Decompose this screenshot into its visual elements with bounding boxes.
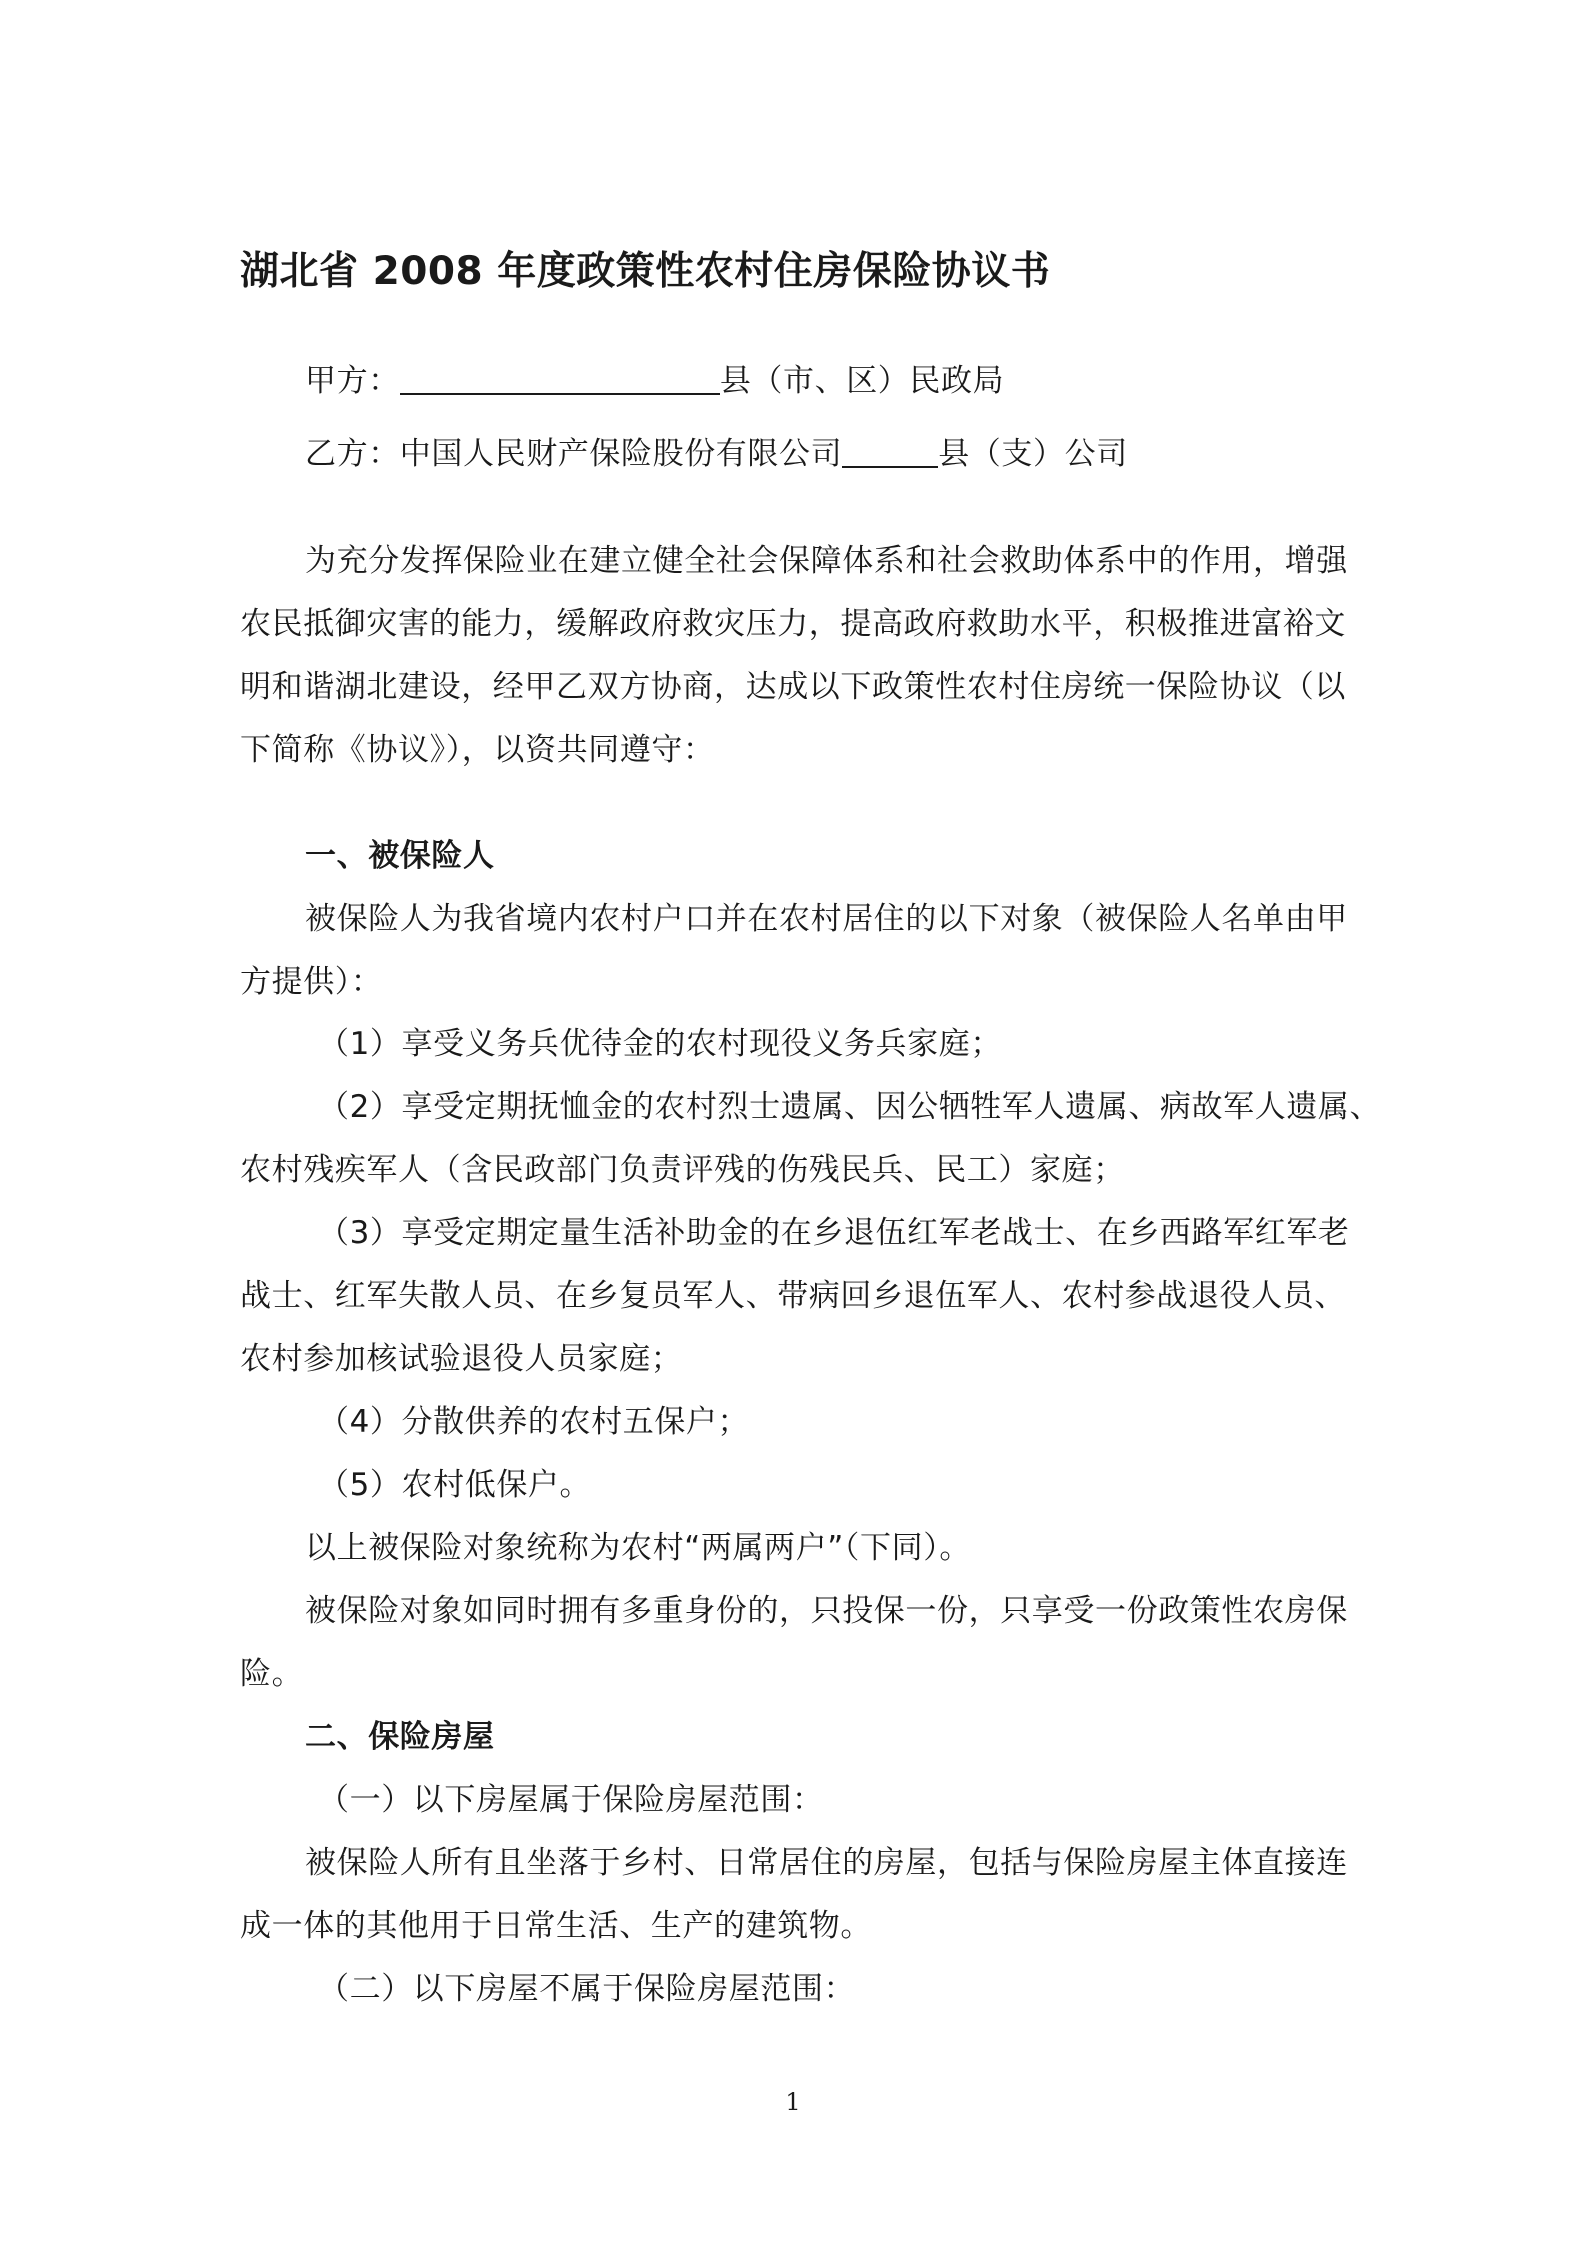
party-b-prefix: 乙方：中国人民财产保险股份有限公司 xyxy=(305,436,843,472)
list-item: 农村参加核试验退役人员家庭； xyxy=(240,1341,683,1377)
list-item: （4）分散供养的农村五保户； xyxy=(318,1404,750,1440)
intro-line: 明和谐湖北建设，经甲乙双方协商，达成以下政策性农村住房统一保险协议（以 xyxy=(240,669,1346,705)
party-a-blank xyxy=(400,363,720,395)
document-title: 湖北省 2008 年度政策性农村住房保险协议书 xyxy=(240,249,1051,294)
intro-line: 下简称《协议》），以资共同遵守： xyxy=(240,732,715,768)
paragraph-line: 被保险人所有且坐落于乡村、日常居住的房屋，包括与保险房屋主体直接连 xyxy=(305,1845,1348,1881)
list-item: （2）享受定期抚恤金的农村烈士遗属、因公牺牲军人遗属、病故军人遗属、 xyxy=(318,1089,1382,1125)
section-heading: 一、被保险人 xyxy=(305,838,495,874)
party-b-suffix: 县（支）公司 xyxy=(938,436,1128,472)
page-number: 1 xyxy=(785,2088,801,2116)
party-a-line xyxy=(305,355,1004,400)
paragraph-line: 险。 xyxy=(240,1656,304,1692)
intro-line: 为充分发挥保险业在建立健全社会保障体系和社会救助体系中的作用，增强 xyxy=(305,543,1348,579)
party-a-label: 甲方： xyxy=(305,363,400,399)
party-b-blank xyxy=(842,436,938,468)
subsection-heading: （一）以下房屋属于保险房屋范围： xyxy=(318,1782,824,1818)
paragraph-line: 方提供）： xyxy=(240,964,383,1000)
list-item: （1）享受义务兵优待金的农村现役义务兵家庭； xyxy=(318,1026,1002,1062)
paragraph-line: 成一体的其他用于日常生活、生产的建筑物。 xyxy=(240,1908,872,1944)
intro-line: 农民抵御灾害的能力，缓解政府救灾压力，提高政府救助水平，积极推进富裕文 xyxy=(240,606,1346,642)
list-item: （3）享受定期定量生活补助金的在乡退伍红军老战士、在乡西路军红军老 xyxy=(318,1215,1350,1251)
list-item: 战士、红军失散人员、在乡复员军人、带病回乡退伍军人、农村参战退役人员、 xyxy=(240,1278,1346,1314)
list-item: （5）农村低保户。 xyxy=(318,1467,592,1503)
paragraph-line: 被保险人为我省境内农村户口并在农村居住的以下对象（被保险人名单由甲 xyxy=(305,901,1348,937)
section-heading: 二、保险房屋 xyxy=(305,1719,495,1755)
paragraph-line: 以上被保险对象统称为农村“两属两户”（下同）。 xyxy=(305,1530,971,1566)
party-a-suffix: 县（市、区）民政局 xyxy=(719,363,1005,399)
list-item: 农村残疾军人（含民政部门负责评残的伤残民兵、民工）家庭； xyxy=(240,1152,1125,1188)
subsection-heading: （二）以下房屋不属于保险房屋范围： xyxy=(318,1971,856,2007)
party-b-line xyxy=(305,428,1128,473)
paragraph-line: 被保险对象如同时拥有多重身份的，只投保一份，只享受一份政策性农房保 xyxy=(305,1593,1348,1629)
